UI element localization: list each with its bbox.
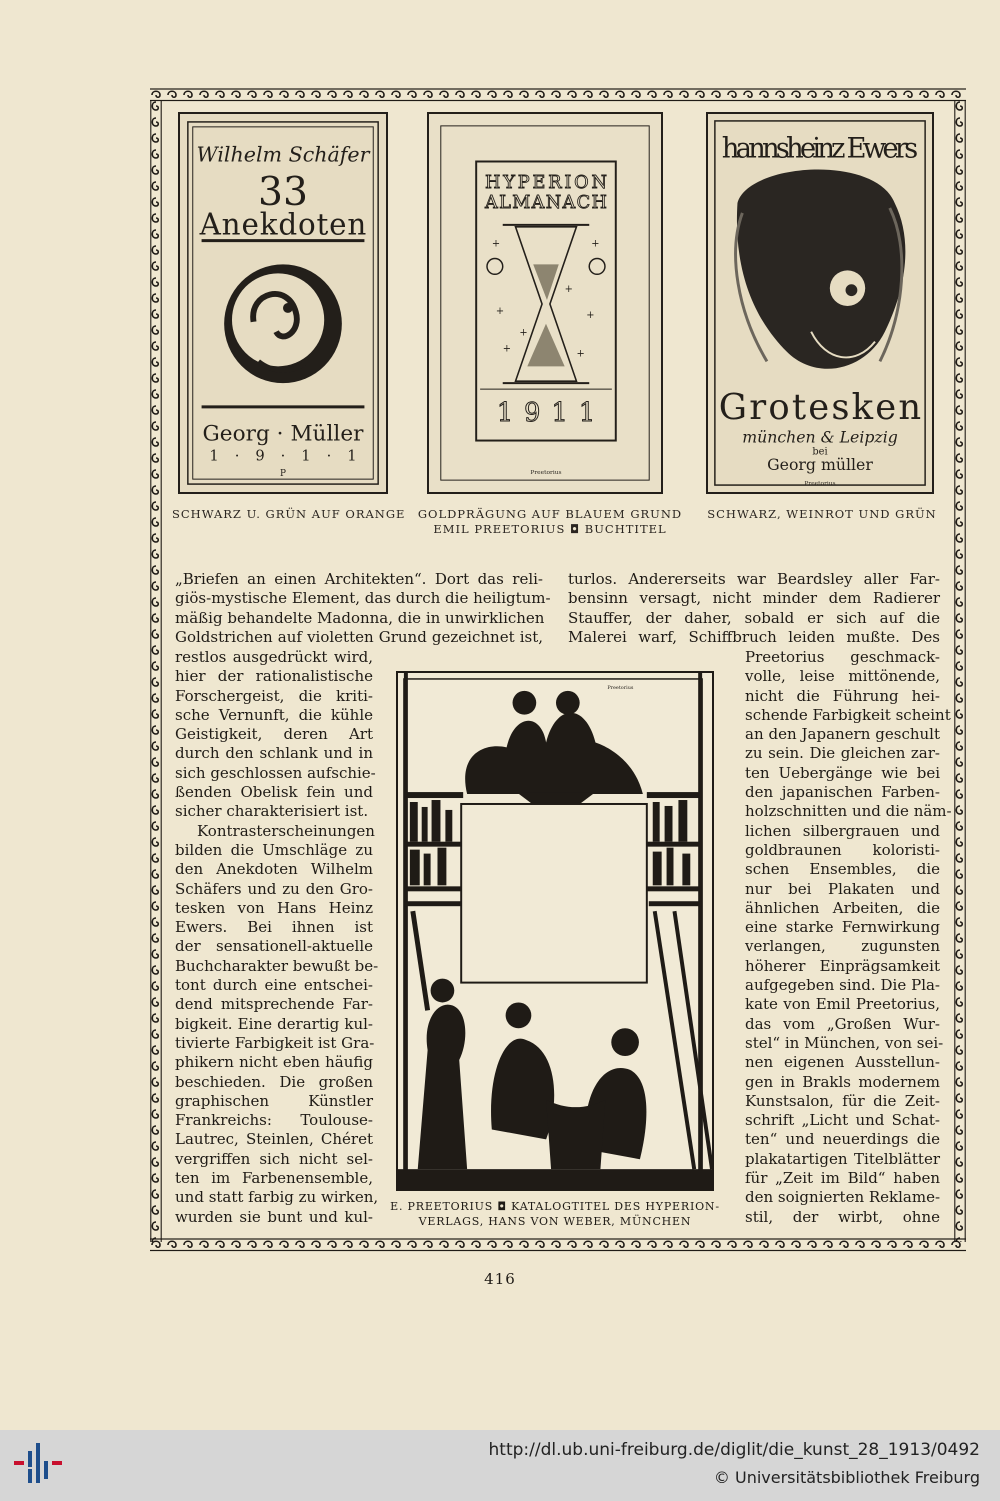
- cover-grotesken: [706, 112, 934, 494]
- cover-signature-text: Preetorius: [530, 470, 562, 477]
- text-line: stel“ in München, von sei-: [745, 1033, 944, 1052]
- text-line: turlos. Andererseits war Beardsley aller Far-: [568, 570, 940, 588]
- cover-year-text: 1911: [496, 397, 596, 428]
- text-line: schrift „Licht und Schat-: [745, 1111, 940, 1130]
- text-line: Kunstsalon, für die Zeit-: [745, 1091, 940, 1110]
- text-line: bensinn versagt, nicht minder dem Radierer: [568, 589, 940, 608]
- svg-text:+: +: [519, 327, 528, 339]
- text-line: Stauffer, der daher, sobald er sich auf die: [568, 608, 940, 627]
- text-line: eine starke Fernwirkung: [745, 918, 940, 937]
- text-line: tont durch eine entschei-: [175, 976, 373, 995]
- text-column-top-left: [175, 570, 551, 647]
- catalog-title-illustration: [396, 671, 714, 1191]
- text-line: „Briefen an einen Architekten“. Dort das reli-: [175, 570, 543, 588]
- text-line: Lautrec, Steinlen, Chéret: [175, 1130, 373, 1149]
- text-line: hier der rationalistische: [175, 667, 373, 686]
- cover-author-text: Wilhelm Schäfer: [196, 142, 370, 167]
- text-line: das vom „Großen Wur-: [745, 1014, 940, 1033]
- text-line: Ewers. Bei ihnen ist: [175, 918, 373, 937]
- svg-text:+: +: [576, 348, 585, 360]
- cover-place-text: münchen & Leipzig: [742, 427, 898, 447]
- page-number: 416: [484, 1270, 516, 1288]
- text-line: an den Japanern geschult: [745, 725, 940, 744]
- text-line: schende Farbigkeit scheint: [745, 705, 951, 724]
- caption-left: SCHWARZ U. GRÜN AUF ORANGE: [172, 507, 406, 521]
- text-line: ähnlichen Arbeiten, die: [745, 898, 940, 917]
- text-line: restlos ausgedrückt wird,: [175, 648, 373, 666]
- cover-year-text: 1 · 9 · 1 · 1: [209, 447, 357, 465]
- caption-center-2: EMIL PREETORIUS ◘ BUCHTITEL: [433, 522, 667, 536]
- text-line: durch den schlank und in: [175, 744, 373, 763]
- text-line: bigkeit. Eine derartig kul-: [175, 1014, 373, 1033]
- cover-title-line2: ALMANACH: [485, 192, 607, 214]
- text-line: nen eigenen Ausstellun-: [745, 1053, 940, 1072]
- text-line: gen in Brakls modernem: [745, 1072, 940, 1091]
- text-line: ten im Farbenensemble,: [175, 1169, 373, 1188]
- cover-publisher-text: Georg · Müller: [202, 421, 364, 447]
- text-line: giös-mystische Element, das durch die heiligtum-: [175, 589, 551, 608]
- text-line: tivierte Farbigkeit ist Gra-: [175, 1033, 375, 1052]
- text-line: wurden sie bunt und kul-: [175, 1207, 373, 1226]
- svg-text:+: +: [591, 238, 600, 250]
- text-line: sich geschlossen aufschie-: [175, 763, 376, 782]
- text-line: holzschnitten und die näm-: [745, 802, 952, 821]
- ornament-border-right: [954, 100, 966, 1242]
- text-line: den japanischen Farben-: [745, 783, 940, 802]
- caption-center-1: GOLDPRÄGUNG AUF BLAUEM GRUND: [417, 507, 683, 521]
- text-line: zu sein. Die gleichen zar-: [745, 744, 940, 763]
- text-line: Buchcharakter bewußt be-: [175, 956, 379, 975]
- text-column-left: [175, 648, 379, 1227]
- text-line: Kontrasterscheinungen: [197, 821, 375, 840]
- text-line: und statt farbig zu wirken,: [175, 1188, 379, 1207]
- text-line: Schäfers und zu den Gro-: [175, 879, 373, 898]
- svg-text:+: +: [502, 343, 511, 355]
- ornament-border-top: [150, 88, 966, 102]
- text-line: sche Vernunft, die kühle: [175, 705, 373, 724]
- cover-author-text: hannsheinz Ewers: [721, 131, 919, 165]
- text-line: für „Zeit im Bild“ haben: [745, 1169, 940, 1188]
- illustration-caption-1: E. PREETORIUS ◘ KATALOGTITEL DES HYPERION-: [390, 1200, 720, 1213]
- svg-text:+: +: [495, 305, 505, 317]
- svg-text:+: +: [564, 284, 573, 296]
- text-line: stil, der wirbt, ohne: [745, 1207, 940, 1226]
- text-line: lichen silbergrauen und: [745, 821, 940, 840]
- text-line: plakatartigen Titelblätter: [745, 1149, 940, 1168]
- cover-bei-text: bei: [812, 446, 828, 458]
- ornament-border-left: [150, 100, 162, 1242]
- text-line: mäßig behandelte Madonna, die in unwirklichen: [175, 608, 545, 627]
- grotesque-face-icon: [736, 170, 906, 369]
- cover-title-text: Anekdoten: [199, 207, 367, 242]
- text-line: nicht die Führung hei-: [745, 686, 940, 705]
- text-line: sicher charakterisiert ist.: [175, 802, 369, 821]
- text-line: phikern nicht eben häufig: [175, 1053, 373, 1072]
- text-line: höherer Einprägsamkeit: [745, 956, 940, 975]
- ornament-border-bottom: [150, 1238, 966, 1252]
- text-line: ßenden Obelisk fein und: [175, 783, 373, 802]
- caption-right: SCHWARZ, WEINROT UND GRÜN: [707, 507, 937, 521]
- source-url-link[interactable]: http://dl.ub.uni-freiburg.de/diglit/die_kunst_28_1913/0492: [488, 1440, 980, 1460]
- text-line: goldbraunen koloristi-: [745, 840, 940, 859]
- text-line: der sensationell-aktuelle: [175, 937, 373, 956]
- cover-hyperion-almanach: [427, 112, 663, 494]
- cover-33-anekdoten: [178, 112, 388, 494]
- text-line: ten Uebergänge wie bei: [745, 763, 940, 782]
- text-column-top-right: [568, 570, 940, 647]
- illustration-signature-text: Preetorius: [607, 684, 634, 691]
- text-line: Geistigkeit, deren Art: [175, 725, 373, 744]
- text-line: verlangen, zugunsten: [745, 937, 940, 956]
- cover-title-text: Grotesken: [718, 386, 922, 428]
- text-column-right: [745, 648, 952, 1227]
- text-line: Goldstrichen auf violetten Grund gezeichnet ist,: [175, 627, 543, 646]
- text-line: vergriffen sich nicht sel-: [175, 1149, 373, 1168]
- text-line: graphischen Künstler: [175, 1091, 373, 1110]
- text-line: dend mitsprechende Far-: [175, 995, 373, 1014]
- text-line: Preetorius geschmack-: [745, 648, 940, 666]
- library-logo-icon: [14, 1437, 62, 1485]
- text-line: Frankreichs: Toulouse-: [175, 1111, 373, 1130]
- text-line: beschieden. Die großen: [175, 1072, 373, 1091]
- text-line: kate von Emil Preetorius,: [745, 995, 940, 1014]
- text-line: nur bei Plakaten und: [745, 879, 940, 898]
- illustration-caption-2: VERLAGS, HANS VON WEBER, MÜNCHEN: [418, 1215, 692, 1228]
- text-line: Malerei warf, Schiffbruch leiden mußte. Des: [568, 627, 940, 646]
- cover-signature-text: Preetorius: [804, 481, 836, 488]
- svg-text:+: +: [586, 309, 595, 321]
- text-line: schen Ensembles, die: [745, 860, 940, 879]
- hourglass-icon: [487, 225, 605, 383]
- text-line: bilden die Umschläge zu: [175, 840, 373, 859]
- text-line: tesken von Hans Heinz: [175, 898, 373, 917]
- text-line: volle, leise mittönende,: [745, 667, 940, 686]
- cover-monogram-text: P: [280, 469, 286, 480]
- cover-publisher-text: Georg müller: [767, 455, 873, 475]
- svg-text:+: +: [491, 238, 501, 250]
- text-line: aufgegeben sind. Die Pla-: [745, 976, 940, 995]
- cover-title-line1: HYPERION: [485, 173, 607, 194]
- text-line: den soignierten Reklame-: [745, 1188, 941, 1207]
- peacock-emblem-icon: [224, 264, 342, 383]
- copyright-text: © Universitätsbibliothek Freiburg: [713, 1468, 980, 1487]
- cover-number-text: 33: [258, 168, 308, 216]
- text-line: Forschergeist, die kriti-: [175, 686, 373, 705]
- reading-figures-silhouette-icon: [465, 691, 643, 822]
- text-line: den Anekdoten Wilhelm: [175, 860, 373, 879]
- text-line: ten“ und neuerdings die: [745, 1130, 940, 1149]
